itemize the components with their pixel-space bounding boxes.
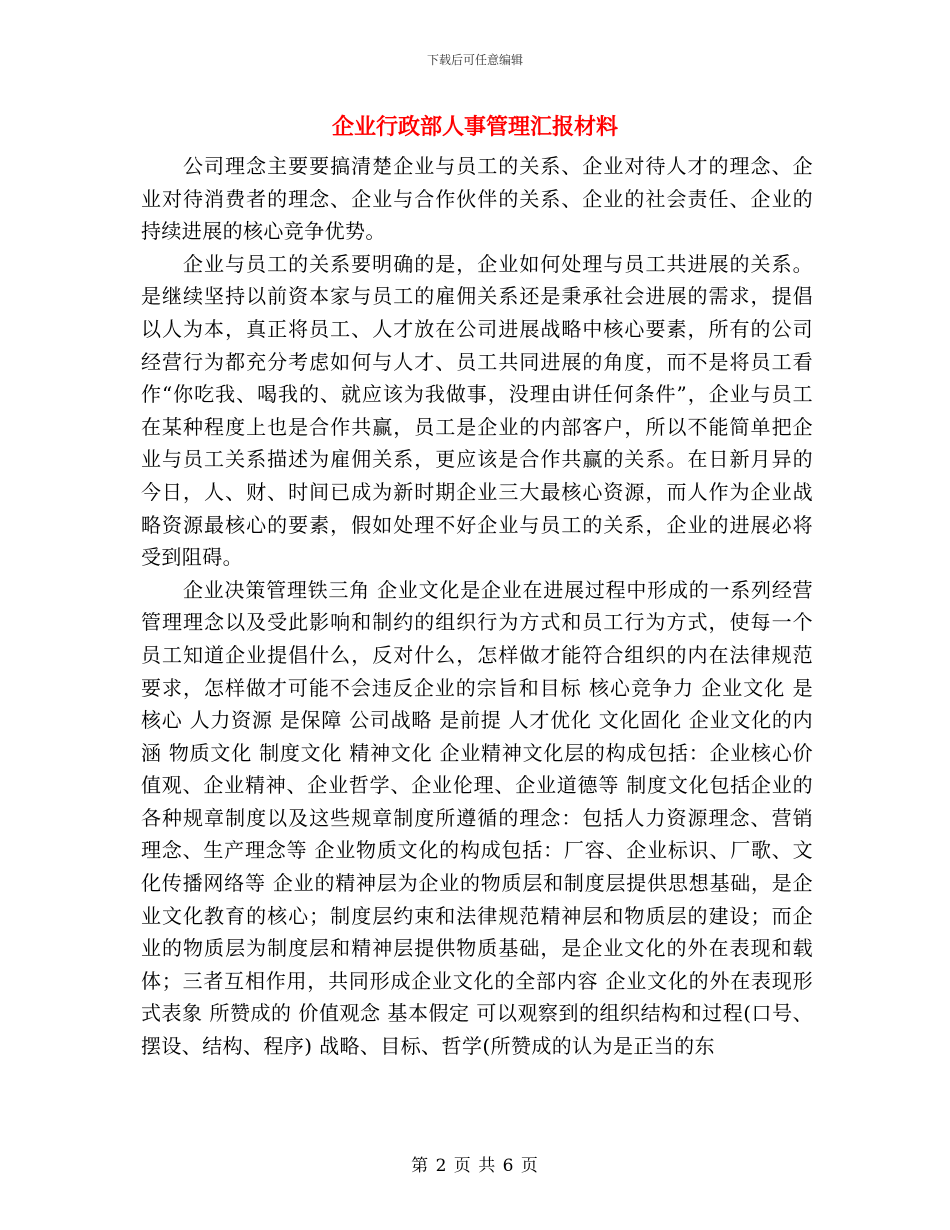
paragraph-company-philosophy: 公司理念主要要搞清楚企业与员工的关系、企业对待人才的理念、企业对待消费者的理念、企业与合作伙伴的关系、企业的社会责任、企业的持续进展的核心竞争优势。 (141, 154, 813, 244)
paragraph-employee-relationship: 企业与员工的关系要明确的是，企业如何处理与员工共进展的关系。是继续坚持以前资本家与员工的雇佣关系还是秉承社会进展的需求，提倡以人为本，真正将员工、人才放在公司进展战略中核心要素，所有的公司经营行为都充分考虑如何与人才、员工共同进展的角度，而不是将员工看作“你吃我、喝我的、就应该为我做事，没理由讲任何条件”，企业与员工在某种程度上也是合作共赢，员工是企业的内部客户，所以不能简单把企业与员工关系描述为雇佣关系，更应该是合作共赢的关系。在日新月异的今日，人、财、时间已成为新时期企业三大最核心资源，而人作为企业战略资源最核心的要素，假如处理不好企业与员工的关系，企业的进展必将受到阻碍。 (141, 251, 813, 570)
document-body (141, 150, 813, 1063)
header-note: 下载后可任意编辑 (426, 53, 523, 67)
paragraph-corporate-culture: 企业决策管理铁三角 企业文化是企业在进展过程中形成的一系列经营管理理念以及受此影响和制约的组织行为方式和员工行为方式，使每一个员工知道企业提倡什么，反对什么，怎样做才能符合组织的内在法律规范要求，怎样做才可能不会违反企业的宗旨和目标 核心竞争力 企业文化 是核心 人力资源 是保障 公司战略 是前提 人才优化 文化固化 企业文化的内涵 物质文化 制度文化 精神文化 企业精神文化层的构成包括：企业核心价值观、企业精神、企业哲学、企业伦理、企业道德等 制度文化包括企业的各种规章制度以及这些规章制度所遵循的理念：包括人力资源理念、营销理念、生产理念等 企业物质文化的构成包括：厂容、企业标识、厂歌、文化传播网络等 企业的精神层为企业的物质层和制度层提供思想基础，是企业文化教育的核心；制度层约束和法律规范精神层和物质层的建设；而企业的物质层为制度层和精神层提供物质基础，是企业文化的外在表现和载体；三者互相作用，共同形成企业文化的全部内容 企业文化的外在表现形式表象 所赞成的 价值观念 基本假定 可以观察到的组织结构和过程(口号、摆设、结构、程序) 战略、目标、哲学(所赞成的认为是正当的东 (141, 577, 813, 1059)
document-title: 企业行政部人事管理汇报材料 (331, 114, 618, 140)
page-number-footer: 第 2 页 共 6 页 (411, 1156, 539, 1176)
